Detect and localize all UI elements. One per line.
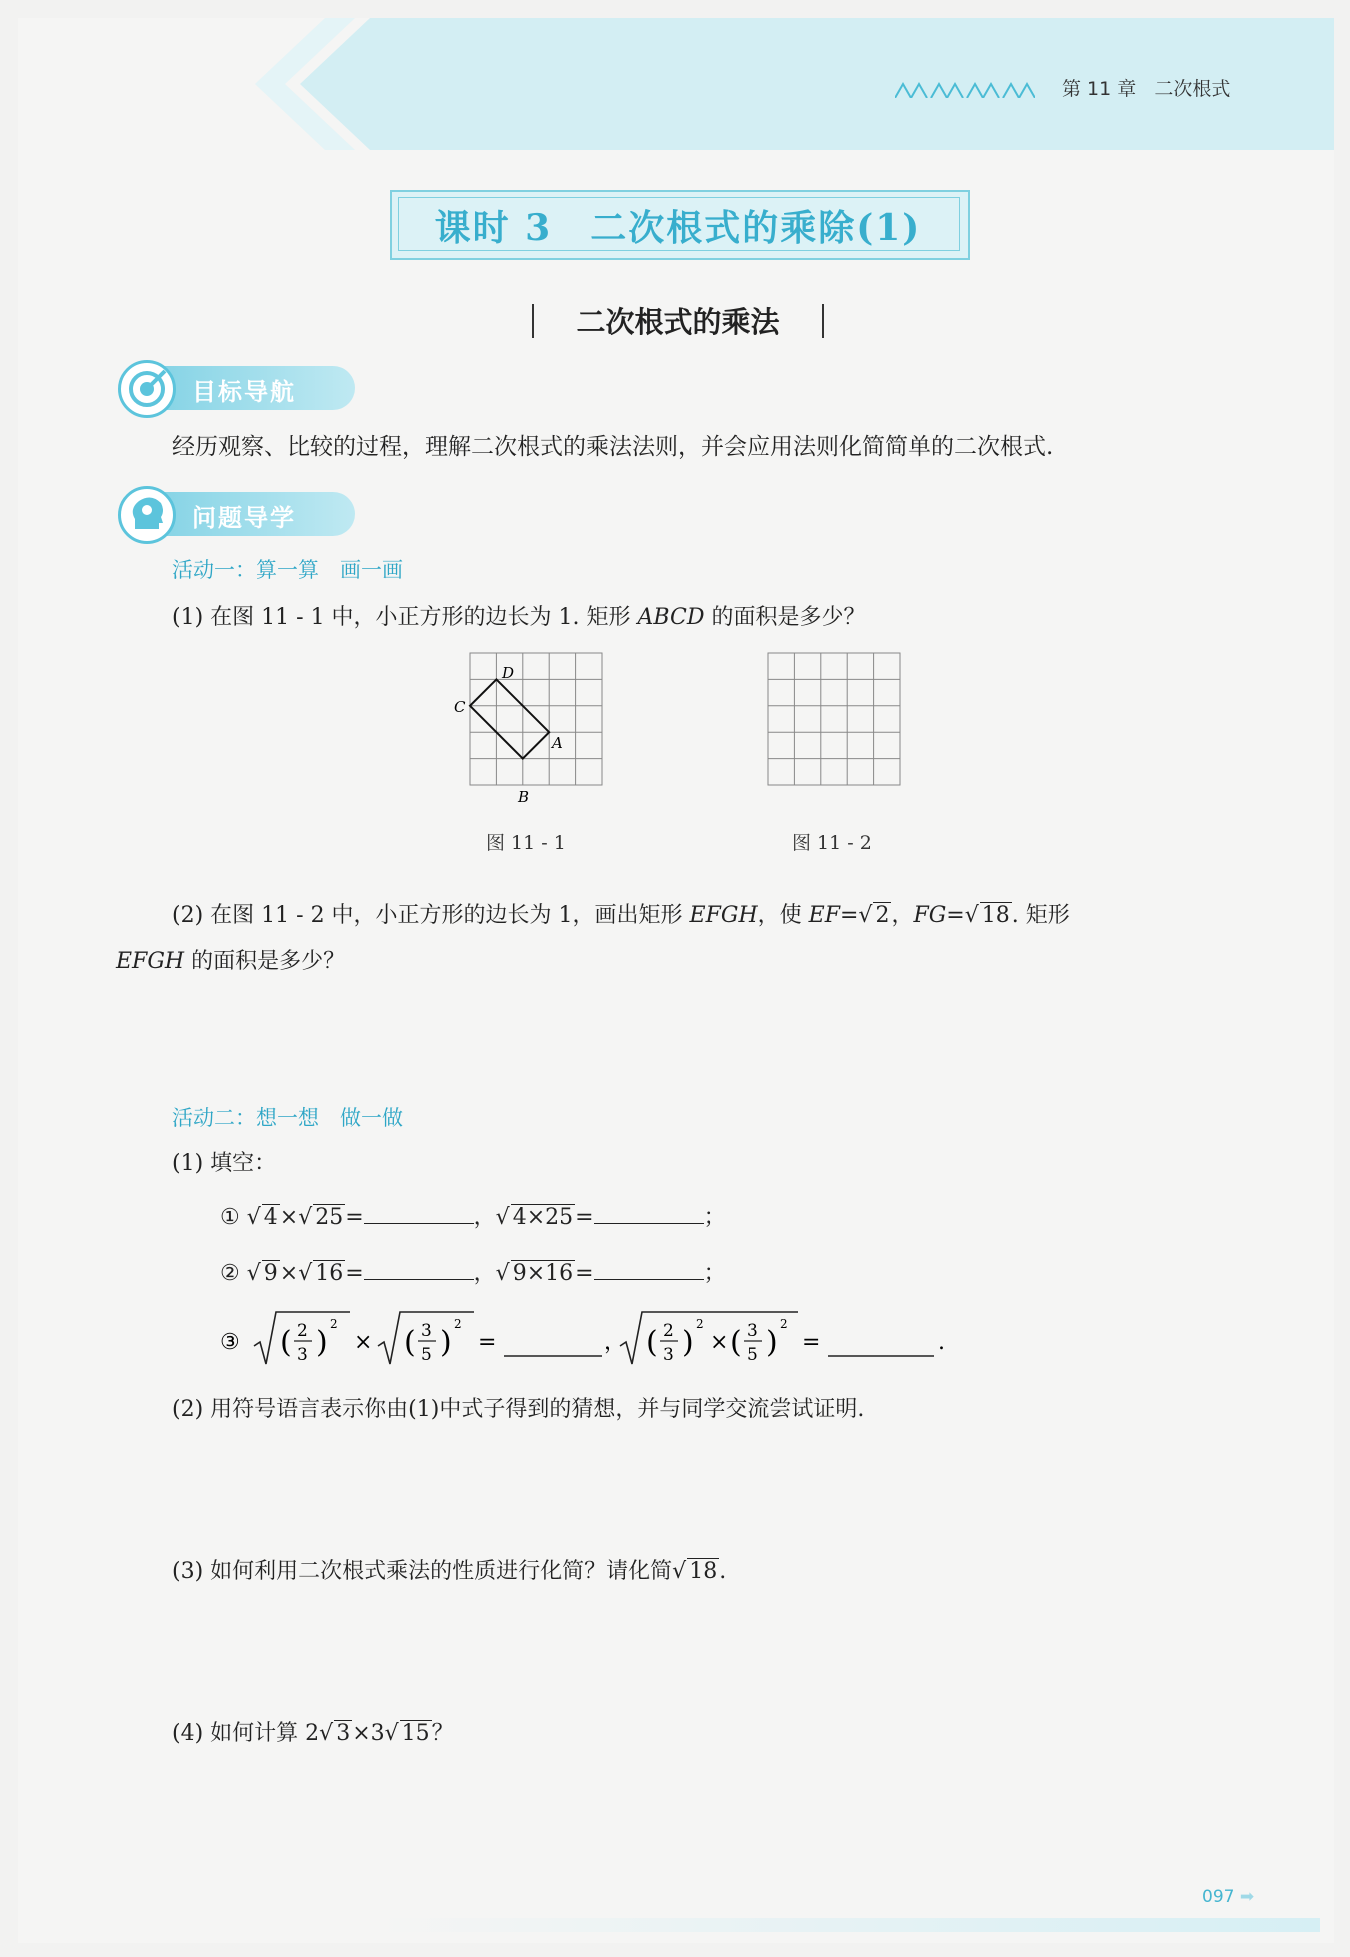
figure-11-1-caption: 图 11 - 1 [486,832,566,854]
q4-sqrt2: 15 [401,1721,430,1746]
q2-text-a: (2) 在图 11 - 2 中，小正方形的边长为 1，画出矩形 [172,903,690,928]
row1-num: ① [220,1205,240,1230]
fill-row-2: ② √ 9×√ 16= ，√ 9×16= ； [220,1261,726,1286]
row1-c: 4×25 [512,1205,574,1230]
q3-sqrt: 18 [689,1559,718,1584]
row3-n2-a: 3 [421,1321,432,1341]
q2-sqrt18: 18 [981,903,1010,928]
q1-rect-name: ABCD [637,605,705,630]
guide-label: 问题导学 [192,504,296,532]
row2-b: 16 [315,1261,344,1286]
q4-end: ？ [431,1721,454,1746]
activity2-q2: (2) 用符号语言表示你由(1)中式子得到的猜想，并与同学交流尝试证明. [172,1397,865,1422]
fill-label: (1) 填空： [172,1151,277,1176]
row3-num: ③ [220,1330,240,1355]
row1-eq1: = [345,1205,364,1230]
q3-text: (3) 如何利用二次根式乘法的性质进行化简？请化简 [172,1559,673,1584]
row3-exp-c: 2 [696,1317,704,1331]
row1-semi: ； [703,1205,726,1230]
figure-11-1 [440,648,620,808]
row2-blank-2[interactable] [594,1259,704,1280]
row2-comma: ， [473,1261,496,1286]
chapter-header [1062,74,1230,101]
goal-text: 经历观察、比较的过程，理解二次根式的乘法法则，并会应用法则化简简单的二次根式. [172,434,1054,460]
triangle-decoration-icon [895,80,1035,98]
row3-d2-b: 5 [747,1345,758,1365]
row3-n2-b: 3 [747,1321,758,1341]
row1-blank-2[interactable] [594,1203,704,1224]
row3-times-1: × [354,1330,373,1355]
activity2-q4: (4) 如何计算 2√ 3×3√ 15？ [172,1721,454,1746]
q2-text-c: . 矩形 [1011,903,1070,928]
goal-label: 目标导航 [192,378,296,406]
page-number-text: 097 [1202,1887,1235,1907]
lesson-title: 课时 3 二次根式的乘除(1) [434,207,922,249]
row2-c: 9×16 [512,1261,574,1286]
activity1-q2-line2 [116,944,345,975]
q1-end: 的面积是多少？ [704,605,866,630]
row3-eq-2: = [802,1330,821,1355]
row3-comma: ， [604,1330,627,1355]
label-d: D [502,664,515,682]
section-bar-right [822,304,824,338]
row2-num: ② [220,1261,240,1286]
fill-row-1: ① √ 4×√ 25= ，√ 4×25= ； [220,1205,726,1230]
chapter-number: 第 11 章 [1062,78,1137,100]
chevron-decoration-icon [240,18,440,150]
row2-a: 9 [263,1261,278,1286]
svg-text:): ) [766,1325,778,1360]
figure-11-2-caption: 图 11 - 2 [792,832,872,854]
row3-d2-a: 5 [421,1345,432,1365]
svg-text:): ) [682,1325,694,1360]
row2-times: × [279,1261,299,1286]
label-c: C [454,698,466,716]
q2-rect: EFGH [689,903,758,928]
row3-times-2: × [710,1330,729,1355]
row3-n1-a: 2 [297,1321,308,1341]
q2-sqrt2: 2 [875,903,890,928]
label-a: A [552,734,563,752]
activity2-q3: (3) 如何利用二次根式乘法的性质进行化简？请化简√ 18. [172,1559,727,1584]
row3-exp-b: 2 [454,1317,462,1331]
q2-line2-rect: EFGH [116,949,185,974]
q2-line2-text: 的面积是多少？ [184,949,346,974]
figure-11-2-grid[interactable] [764,648,904,790]
q2-ef: EF [808,903,840,928]
page-number [1202,1887,1254,1907]
row2-blank-1[interactable] [364,1259,474,1280]
q2-comma: ， [891,903,914,928]
row1-eq2: = [575,1205,594,1230]
head-gear-icon [118,486,176,544]
fill-row-3 [220,1308,980,1368]
q4-mid: ×3 [352,1721,385,1746]
svg-text:(: ( [646,1325,658,1360]
row2-eq2: = [575,1261,594,1286]
svg-text:(: ( [404,1325,416,1360]
q1-text: (1) 在图 11 - 1 中，小正方形的边长为 1. 矩形 [172,605,638,630]
row3-eq-1: = [478,1330,497,1355]
row3-n1-b: 2 [663,1321,674,1341]
row1-comma: ， [473,1205,496,1230]
footer-band [380,1918,1320,1932]
q2-eq1: = [839,903,859,928]
section-title: 二次根式的乘法 [576,305,780,339]
q3-end: . [719,1559,727,1584]
svg-text:(: ( [280,1325,292,1360]
target-icon [118,360,176,418]
row2-semi: ； [703,1261,726,1286]
row2-eq1: = [345,1261,364,1286]
svg-text:): ) [316,1325,328,1360]
row3-exp-a: 2 [330,1317,338,1331]
row1-blank-1[interactable] [364,1203,474,1224]
label-b: B [518,788,530,806]
q2-eq2: = [946,903,965,928]
activity1-title: 活动一：算一算 画一画 [172,558,403,582]
row1-times: × [279,1205,299,1230]
activity1-q1 [172,600,865,631]
row1-a: 4 [263,1205,278,1230]
row3-d1-a: 3 [297,1345,308,1365]
row1-b: 25 [315,1205,344,1230]
row3-d1-b: 3 [663,1345,674,1365]
svg-text:(: ( [730,1325,742,1360]
arrow-icon: ➡ [1239,1887,1255,1907]
chapter-title: 二次根式 [1154,78,1231,100]
q2-text-b: ，使 [757,903,809,928]
activity2-title: 活动二：想一想 做一做 [172,1106,403,1130]
q4-text: (4) 如何计算 2 [172,1721,320,1746]
q2-fg: FG [913,903,947,928]
svg-text:): ) [440,1325,452,1360]
row3-exp-d: 2 [780,1317,788,1331]
row3-period: . [938,1330,945,1355]
q4-sqrt1: 3 [336,1721,351,1746]
activity1-q2: (2) 在图 11 - 2 中，小正方形的边长为 1，画出矩形 EFGH，使 EF=√ 2，FG=√ 18. 矩形 [172,903,1070,928]
